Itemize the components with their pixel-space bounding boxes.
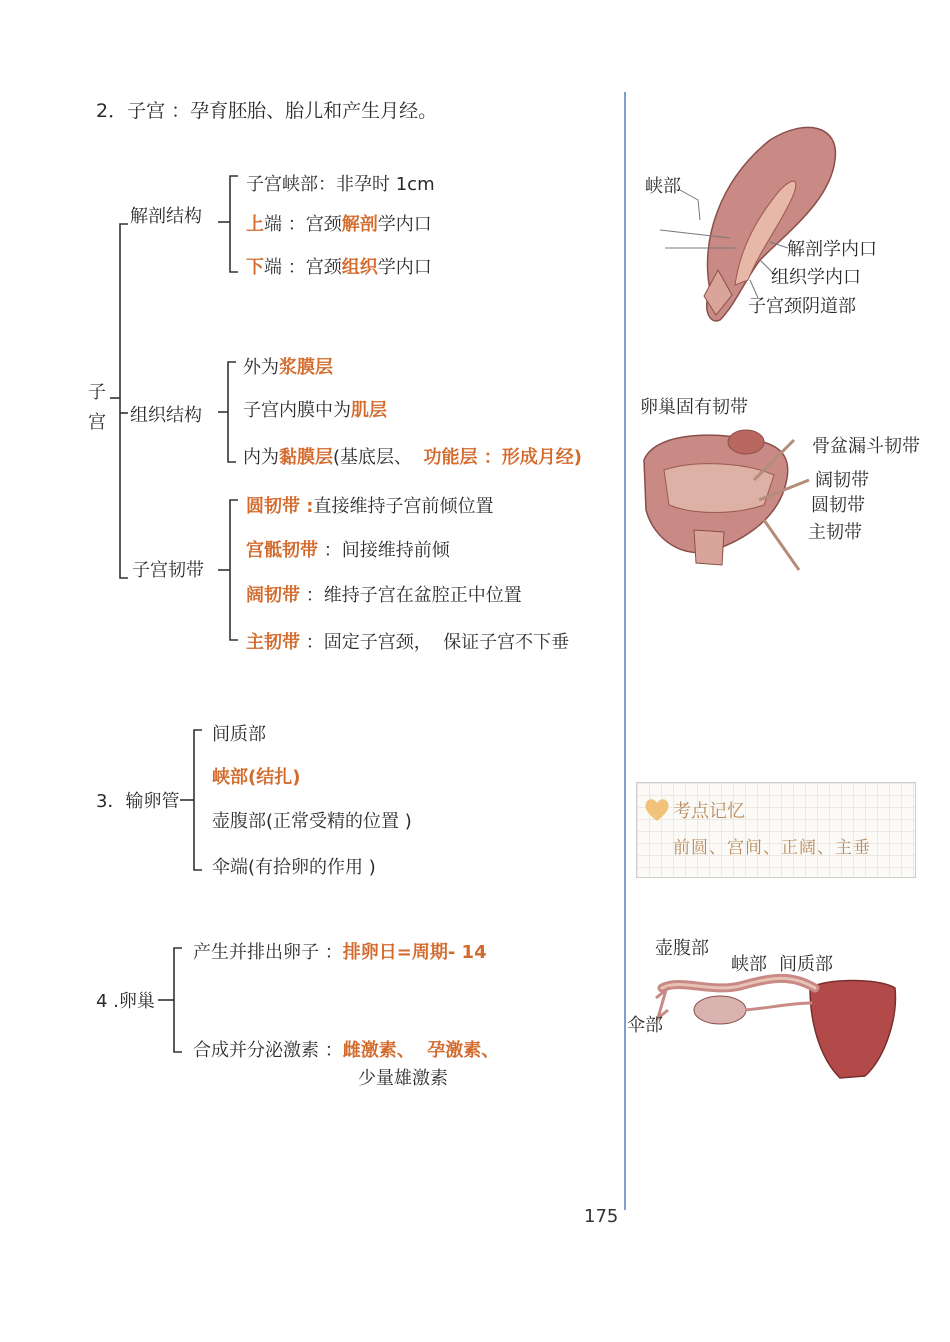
fig1-label-histological-os: 组织学内口 xyxy=(771,267,861,288)
tube-label: 3．输卵管 xyxy=(96,791,180,812)
ligament-round: 圆韧带 :直接维持子宫前倾位置 xyxy=(246,496,494,517)
fig2-label-broad: 阔韧带 xyxy=(815,470,869,491)
fig3-label-ampulla: 壶腹部 xyxy=(655,938,709,959)
fig3-label-fimbria: 伞部 xyxy=(627,1015,663,1036)
ovary-hormones-line2: 少量雄激素 xyxy=(358,1068,448,1089)
tissue-bracket xyxy=(228,362,236,462)
uterine-ligaments-illustration xyxy=(634,420,814,585)
fig2-label-cardinal: 主韧带 xyxy=(808,522,862,543)
uterus-label: 子宫 xyxy=(88,382,106,433)
tissue-outer: 外为浆膜层 xyxy=(243,357,333,378)
ligament-bracket xyxy=(230,500,238,640)
fig3-label-interstitial: 间质部 xyxy=(779,954,833,975)
ovary-bracket xyxy=(174,948,182,1052)
tissue-inner: 内为黏膜层(基底层、 功能层 ：形成月经) xyxy=(243,447,582,468)
fig3-label-isthmus: 峡部 xyxy=(731,954,767,975)
anatomy-upper-os: 上端 ：宫颈解剖学内口 xyxy=(246,214,432,235)
tube-bracket xyxy=(194,730,202,870)
fig1-label-isthmus: 峡部 xyxy=(645,176,681,197)
uterus-bracket xyxy=(120,224,128,578)
ligaments-label: 子宫韧带 xyxy=(132,560,204,581)
tube-interstitial: 间质部 xyxy=(212,724,266,745)
ovary-ovulation: 产生并排出卵子 ：排卵日=周期- 14 xyxy=(193,942,487,963)
fig2-label-infundibulopelvic: 骨盆漏斗韧带 xyxy=(812,436,920,457)
anatomy-lower-os: 下端 ：宫颈组织学内口 xyxy=(246,257,432,278)
ovary-label: 4 .卵巢 xyxy=(96,991,155,1012)
memo-card xyxy=(636,782,916,878)
heart-icon xyxy=(643,797,671,823)
ligament-cardinal: 主韧带 ：固定子宫颈， 保证子宫不下垂 xyxy=(246,632,570,653)
fig2-label-ovarian-ligament: 卵巢固有韧带 xyxy=(640,397,748,418)
section-title: 2．子宫 ：孕育胚胎、胎儿和产生月经。 xyxy=(96,100,438,122)
anatomy-isthmus: 子宫峡部：非孕时 1cm xyxy=(246,174,435,195)
fig1-label-vaginal-cervix: 子宫颈阴道部 xyxy=(748,296,856,317)
page-number: 175 xyxy=(584,1206,619,1227)
fig2-label-round: 圆韧带 xyxy=(811,495,865,516)
fig1-label-anatomical-os: 解剖学内口 xyxy=(787,239,877,260)
memo-body: 前圆、宫间、正阔、主垂 xyxy=(673,838,871,858)
tube-isthmus: 峡部(结扎) xyxy=(212,767,301,788)
tube-fimbria: 伞端(有拾卵的作用 ) xyxy=(212,857,376,878)
tissue-label: 组织结构 xyxy=(130,405,202,426)
tissue-middle: 子宫内膜中为肌层 xyxy=(243,400,387,421)
ligament-broad: 阔韧带 ：维持子宫在盆腔正中位置 xyxy=(246,585,522,606)
anatomy-label: 解剖结构 xyxy=(130,206,202,227)
ligament-sacral: 宫骶韧带 ：间接维持前倾 xyxy=(246,540,450,561)
anatomy-bracket xyxy=(230,176,238,272)
tube-ovary-illustration xyxy=(650,948,900,1083)
tube-ampulla: 壶腹部(正常受精的位置 ) xyxy=(212,811,412,832)
ovary-hormones: 合成并分泌激素 ：雌激素、 孕激素、 xyxy=(193,1040,500,1061)
memo-title: 考点记忆 xyxy=(673,801,745,822)
